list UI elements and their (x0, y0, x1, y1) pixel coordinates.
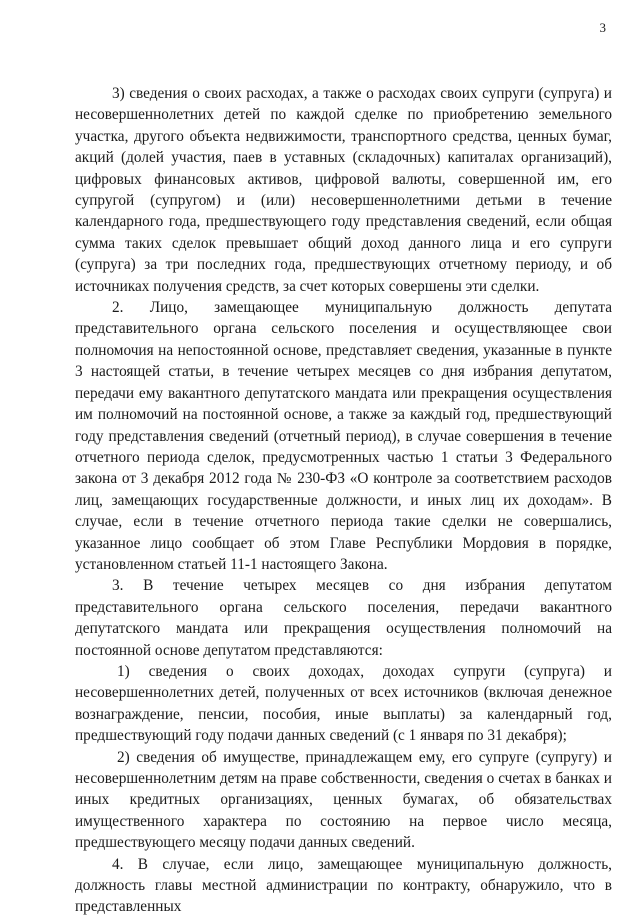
page-number: 3 (599, 20, 606, 35)
paragraph-section-2: 2. Лицо, замещающее муниципальную должность депутата представительного органа сельского поселения и осуществляющее свои полномочия на непостоянной основе, представляет сведения, указанные в пункте 3 настоящей статьи, в течение четырех месяцев со дня избрания депутатом, передачи ему вакантного депутатского мандата или прекращения осуществления им полномочий на постоянной основе, а также за каждый год, предшествующий году представления сведений (отчетный период), в случае совершения в течение отчетного периода сделок, предусмотренных частью 1 статьи 3 Федерального закона от 3 декабря 2012 года № 230-ФЗ «О контроле за соответствием расходов лиц, замещающих государственные должности, и иных лиц их доходам». В случае, если в течение отчетного периода такие сделки не совершались, указанное лицо сообщает об этом Главе Республики Мордовия в порядке, установленном статьей 11-1 настоящего Закона. (75, 299, 612, 573)
paragraph-section-3: 3. В течение четырех месяцев со дня избрания депутатом представительного органа сельского поселения, передачи вакантного депутатского мандата или прекращения осуществления полномочий на постоянной основе депутатом представляются: (75, 577, 612, 659)
document-body (75, 83, 612, 918)
paragraph-section-4: 4. В случае, если лицо, замещающее муниципальную должность, должность главы местной администрации по контракту, обнаружило, что в представленных (75, 855, 612, 916)
paragraph-property-info: 2) сведения об имуществе, принадлежащем ему, его супруге (супругу) и несовершеннолетним детям на праве собственности, сведения о счетах в банках и иных кредитных организациях, ценных бумагах, об обязательствах имущественного характера по состоянию на первое число месяца, предшествующего месяцу подачи данных сведений. (75, 748, 612, 852)
paragraph-expenses-info: 3) сведения о своих расходах, а также о расходах своих супруги (супруга) и несовершеннолетних детей по каждой сделке по приобретению земельного участка, другого объекта недвижимости, транспортного средства, ценных бумаг, акций (долей участия, паев в уставных (складочных) капиталах организаций), цифровых финансовых активов, цифровой валюты, совершенной им, его супругой (супругом) и (или) несовершеннолетними детьми в течение календарного года, предшествующего году представления сведений, если общая сумма таких сделок превышает общий доход данного лица и его супруги (супруга) за три последних года, предшествующих отчетному периоду, и об источниках получения средств, за счет которых совершены эти сделки. (75, 85, 612, 295)
paragraph-income-info: 1) сведения о своих доходах, доходах супруги (супруга) и несовершеннолетних детей, полученных от всех источников (включая денежное вознаграждение, пенсии, пособия, иные выплаты) за календарный год, предшествующий году подачи данных сведений (с 1 января по 31 декабря); (75, 662, 612, 745)
